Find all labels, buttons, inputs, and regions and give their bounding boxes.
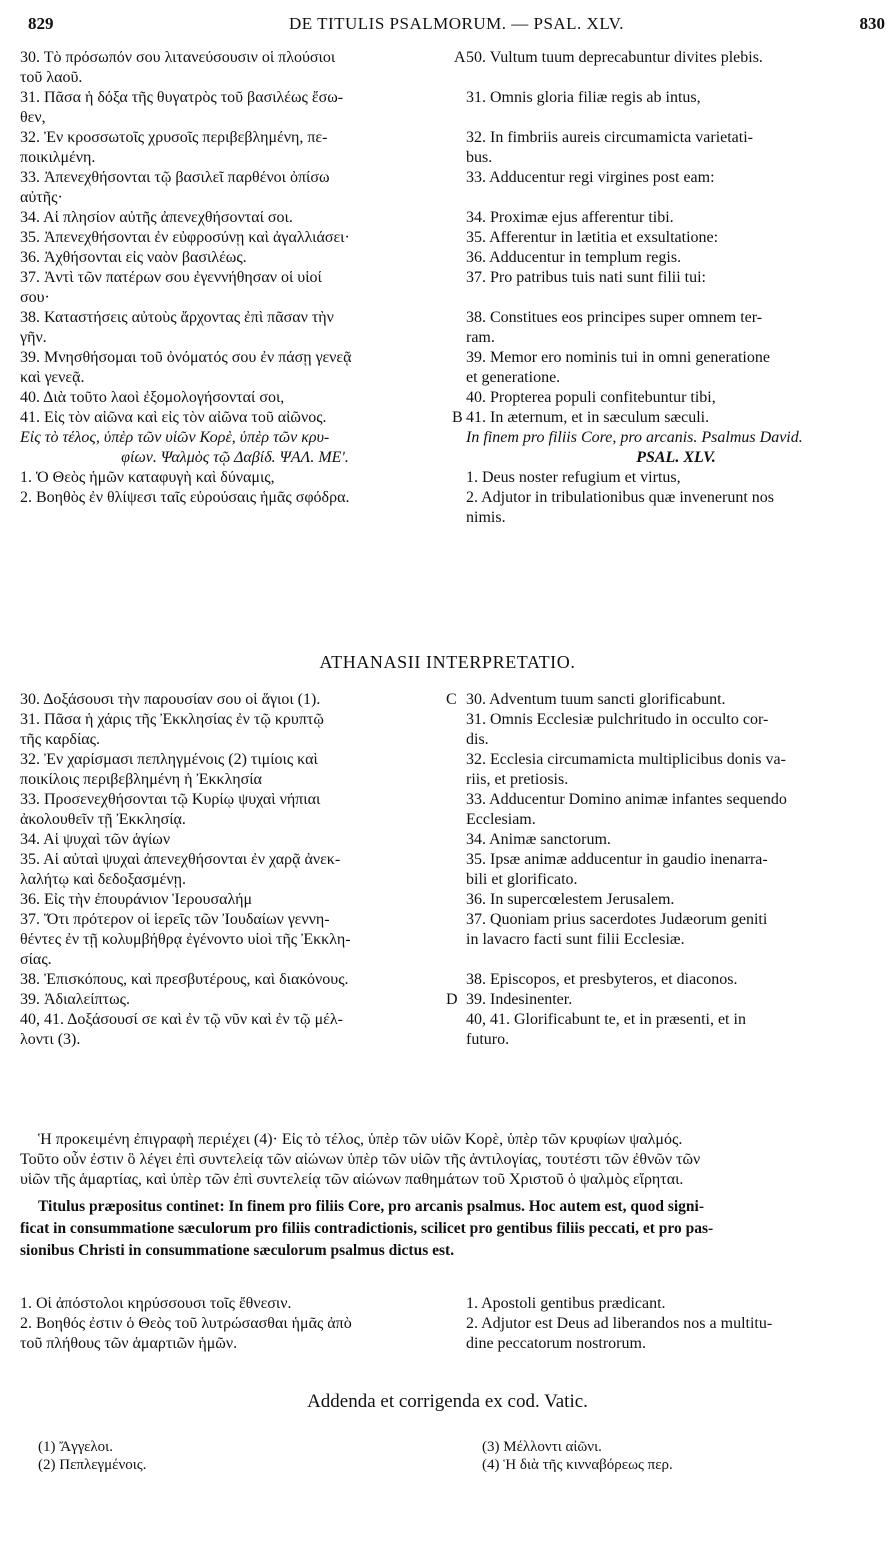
psalm-parallel-text (20, 48, 887, 568)
latin-column (466, 48, 886, 528)
latin-line: 33. Adducentur regi virgines post eam: (466, 169, 715, 186)
latin-line: 39. Indesinenter. (466, 991, 573, 1008)
footnote: (3) Μέλλοντι αἰῶνι. (482, 1439, 602, 1455)
latin-line: 31. Omnis gloria filiæ regis ab intus, (466, 89, 701, 106)
latin-line: 35. Ipsæ animæ adducentur in gaudio inenarra- (466, 851, 768, 868)
footnote: (2) Πεπλεγμένοις. (38, 1457, 147, 1473)
latin-line: 40. Propterea populi confitebuntur tibi, (466, 389, 716, 406)
greek-line: καὶ γενεᾷ. (20, 369, 85, 386)
latin-line (466, 950, 886, 970)
note-line: sionibus Christi in consummatione sæculorum psalmus dictus est. (20, 1242, 455, 1259)
greek-line: 37. Ὅτι πρότερον οἱ ἱερεῖς τῶν Ἰουδαίων γεννη- (20, 911, 330, 928)
greek-line: ποικίλοις περιβεβλημένη ἡ Ἐκκλησία (20, 771, 262, 788)
latin-line: nimis. (466, 509, 506, 526)
greek-line: 31. Πᾶσα ἡ χάρις τῆς Ἐκκλησίας ἐν τῷ κρυπτῷ (20, 711, 324, 728)
greek-line: 38. Ἐπισκόπους, καὶ πρεσβυτέρους, καὶ διακόνους. (20, 971, 349, 988)
latin-line (466, 188, 886, 208)
latin-line: Ecclesiam. (466, 811, 536, 828)
latin-line: 30. Adventum tuum sancti glorificabunt. (466, 691, 726, 708)
greek-line: ἀκολουθεῖν τῇ Ἐκκλησίᾳ. (20, 811, 186, 828)
latin-line: 37. Pro patribus tuis nati sunt filii tui: (466, 269, 706, 286)
latin-line: 36. In supercœlestem Jerusalem. (466, 891, 675, 908)
latin-line: dis. (466, 731, 489, 748)
greek-line: 34. Αἱ ψυχαὶ τῶν ἁγίων (20, 831, 171, 848)
latin-line: 33. Adducentur Domino animæ infantes sequendo (466, 791, 787, 808)
latin-line: 32. Ecclesia circumamicta multiplicibus donis va- (466, 751, 786, 768)
latin-line: et generatione. (466, 369, 561, 386)
greek-line: τῆς καρδίας. (20, 731, 100, 748)
latin-line: in lavacro facti sunt filii Ecclesiæ. (466, 931, 685, 948)
greek-line: 31. Πᾶσα ἡ δόξα τῆς θυγατρὸς τοῦ βασιλέως ἔσω- (20, 89, 344, 106)
greek-column (20, 48, 450, 508)
greek-line: αὐτῆς· (20, 189, 63, 206)
greek-line: ποικιλμένη. (20, 149, 96, 166)
greek-line: 37. Ἀντὶ τῶν πατέρων σου ἐγεννήθησαν οἱ υἱοί (20, 269, 322, 286)
greek-line: 32. Ἐν κροσσωτοῖς χρυσοῖς περιβεβλημένη, πε- (20, 129, 328, 146)
footnote: (4) Ἡ διὰ τῆς κινναβόρεως περ. (482, 1457, 673, 1473)
latin-line: futuro. (466, 1031, 510, 1048)
footnotes-right (482, 1438, 895, 1474)
latin-line: 40, 41. Glorificabunt te, et in præsenti, et in (466, 1011, 746, 1028)
latin-column (466, 690, 886, 1050)
footnotes (20, 1438, 887, 1482)
latin-line: 41. In æternum, et in sæculum sæculi. (466, 409, 710, 426)
greek-line: 40, 41. Δοξάσουσί σε καὶ ἐν τῷ νῦν καὶ ἐν τῷ μέλ- (20, 1011, 343, 1028)
latin-line (466, 288, 886, 308)
latin-line: 37. Quoniam prius sacerdotes Judæorum geniti (466, 911, 768, 928)
greek-line: 2. Βοηθός ἐστιν ὁ Θεὸς τοῦ λυτρώσασθαι ἡμᾶς ἀπὸ (20, 1315, 352, 1332)
latin-line: 50. Vultum tuum deprecabuntur divites plebis. (466, 49, 763, 66)
greek-line: 34. Αἱ πλησίον αὐτῆς ἀπενεχθήσονταί σοι. (20, 209, 293, 226)
page-number-right: 830 (859, 14, 885, 33)
latin-psalm-heading: PSAL. XLV. (636, 449, 716, 466)
greek-line: 2. Βοηθὸς ἐν θλίψεσι ταῖς εὑρούσαις ἡμᾶς σφόδρα. (20, 489, 350, 506)
greek-line: σου· (20, 289, 50, 306)
latin-line: 35. Afferentur in lætitia et exsultatione: (466, 229, 719, 246)
greek-line: γῆν. (20, 329, 47, 346)
greek-title-line: φίων. Ψαλμὸς τῷ Δαβίδ. ΨΑΛ. ΜΕʹ. (121, 449, 349, 466)
greek-line: 41. Εἰς τὸν αἰῶνα καὶ εἰς τὸν αἰῶνα τοῦ αἰῶνος. (20, 409, 327, 426)
running-title: DE TITULIS PSALMORUM. — PSAL. XLV. (288, 14, 624, 33)
footnote: (1) Ἄγγελοι. (38, 1439, 113, 1455)
latin-line: riis, et pretiosis. (466, 771, 569, 788)
latin-line: 34. Proximæ ejus afferentur tibi. (466, 209, 674, 226)
latin-line: 2. Adjutor est Deus ad liberandos nos a multitu- (466, 1315, 773, 1332)
greek-column (20, 1294, 450, 1354)
greek-line: 32. Ἐν χαρίσμασι πεπληγμένοις (2) τιμίοις καὶ (20, 751, 318, 768)
greek-line: λαλήτῳ καὶ δεδοξασμένῃ. (20, 871, 186, 888)
latin-line (466, 68, 886, 88)
latin-line: bili et glorificato. (466, 871, 578, 888)
greek-line: 35. Ἀπενεχθήσονται ἐν εὐφροσύνῃ καὶ ἀγαλλιάσει· (20, 229, 350, 246)
greek-line: 1. Οἱ ἀπόστολοι κηρύσσουσι τοῖς ἔθνεσιν. (20, 1295, 292, 1312)
greek-line: 33. Ἀπενεχθήσονται τῷ βασιλεῖ παρθένοι ὀπίσω (20, 169, 330, 186)
greek-line: 1. Ὁ Θεὸς ἡμῶν καταφυγὴ καὶ δύναμις, (20, 469, 275, 486)
latin-note (20, 1196, 887, 1262)
footnotes-left (38, 1438, 468, 1474)
latin-column (466, 1294, 886, 1354)
greek-line: 33. Προσενεχθήσονται τῷ Κυρίῳ ψυχαὶ νήπιαι (20, 791, 321, 808)
greek-column (20, 690, 450, 1050)
latin-line: dine peccatorum nostrorum. (466, 1335, 646, 1352)
greek-line: λοντι (3). (20, 1031, 81, 1048)
latin-title-line: In finem pro filiis Core, pro arcanis. Psalmus David. (466, 429, 803, 446)
greek-line: 35. Αἱ αὐταὶ ψυχαὶ ἀπενεχθήσονται ἐν χαρᾷ ἀνεκ- (20, 851, 341, 868)
latin-line: 34. Animæ sanctorum. (466, 831, 611, 848)
greek-line: 36. Εἰς τὴν ἐπουράνιον Ἱερουσαλήμ (20, 891, 253, 908)
latin-line: 32. In fimbriis aureis circumamicta varietati- (466, 129, 753, 146)
note-line: ficat in consummatione sæculorum pro filiis contradictionis, scilicet pro gentibus filiis peccati, et pro pas- (20, 1220, 714, 1237)
latin-line: 31. Omnis Ecclesiæ pulchritudo in occulto cor- (466, 711, 769, 728)
latin-line: 2. Adjutor in tribulationibus quæ invenerunt nos (466, 489, 774, 506)
note-line: Ἡ προκειμένη ἐπιγραφὴ περιέχει (4)· Εἰς τὸ τέλος, ὑπὲρ τῶν υἱῶν Κορὲ, ὑπὲρ τῶν κρυφίων ψαλμός. (38, 1131, 683, 1148)
margin-letter: A (454, 49, 466, 66)
greek-title-line: Εἰς τὸ τέλος, ὑπὲρ τῶν υἱῶν Κορὲ, ὑπὲρ τῶν κρυ- (20, 429, 330, 446)
greek-note (20, 1130, 887, 1190)
latin-line: 39. Memor ero nominis tui in omni generatione (466, 349, 770, 366)
final-parallel-text (20, 1294, 887, 1364)
interpretation-parallel-text (20, 690, 887, 1090)
note-line: υἱῶν τῆς ἁμαρτίας, καὶ ὑπὲρ τῶν ἐπὶ συντελείᾳ τῶν αἰώνων παθημάτων τοῦ Χριστοῦ ὁ ψαλμὸς εἴρηται. (20, 1171, 684, 1188)
greek-line: 39. Ἀδιαλείπτως. (20, 991, 130, 1008)
note-line: Titulus præpositus continet: In finem pro filiis Core, pro arcanis psalmus. Hoc autem est, quod signi- (38, 1198, 705, 1215)
greek-line: 30. Δοξάσουσι τὴν παρουσίαν σου οἱ ἅγιοι (1). (20, 691, 321, 708)
greek-line: τοῦ λαοῦ. (20, 69, 83, 86)
greek-line: 36. Ἀχθήσονται εἰς ναὸν βασιλέως. (20, 249, 247, 266)
latin-line (466, 108, 886, 128)
greek-line: 30. Τὸ πρόσωπόν σου λιτανεύσουσιν οἱ πλούσιοι (20, 49, 336, 66)
page-number-left: 829 (28, 14, 54, 33)
latin-line: bus. (466, 149, 493, 166)
latin-line: 36. Adducentur in templum regis. (466, 249, 682, 266)
greek-line: 39. Μνησθήσομαι τοῦ ὀνόματός σου ἐν πάσῃ γενεᾷ (20, 349, 352, 366)
interpretation-heading: ATHANASII INTERPRETATIO. (319, 652, 576, 672)
greek-line: θεν, (20, 109, 46, 126)
greek-line: θέντες ἐν τῇ κολυμβήθρᾳ ἐγένοντο υἱοὶ τῆς Ἐκκλη- (20, 931, 351, 948)
running-header (28, 14, 885, 40)
latin-line: ram. (466, 329, 495, 346)
margin-letter: D (446, 991, 458, 1008)
margin-letter: C (446, 691, 457, 708)
greek-line: 40. Διὰ τοῦτο λαοὶ ἐξομολογήσονταί σοι, (20, 389, 285, 406)
latin-line: 1. Deus noster refugium et virtus, (466, 469, 681, 486)
latin-line: 38. Constitues eos principes super omnem ter- (466, 309, 763, 326)
margin-letter: B (452, 409, 463, 426)
greek-line: σίας. (20, 951, 52, 968)
latin-line: 38. Episcopos, et presbyteros, et diaconos. (466, 971, 738, 988)
latin-line: 1. Apostoli gentibus prædicant. (466, 1295, 666, 1312)
addenda-heading: Addenda et corrigenda ex cod. Vatic. (307, 1391, 588, 1412)
note-line: Τοῦτο οὖν ἐστιν ὃ λέγει ἐπὶ συντελείᾳ τῶν αἰώνων ὑπὲρ τῶν υἱῶν τῆς ἀντιλογίας, τουτέστι τῶν ἐθνῶν τῶν (20, 1151, 701, 1168)
greek-line: τοῦ πλήθους τῶν ἁμαρτιῶν ἡμῶν. (20, 1335, 238, 1352)
greek-line: 38. Καταστήσεις αὐτοὺς ἄρχοντας ἐπὶ πᾶσαν τὴν (20, 309, 334, 326)
